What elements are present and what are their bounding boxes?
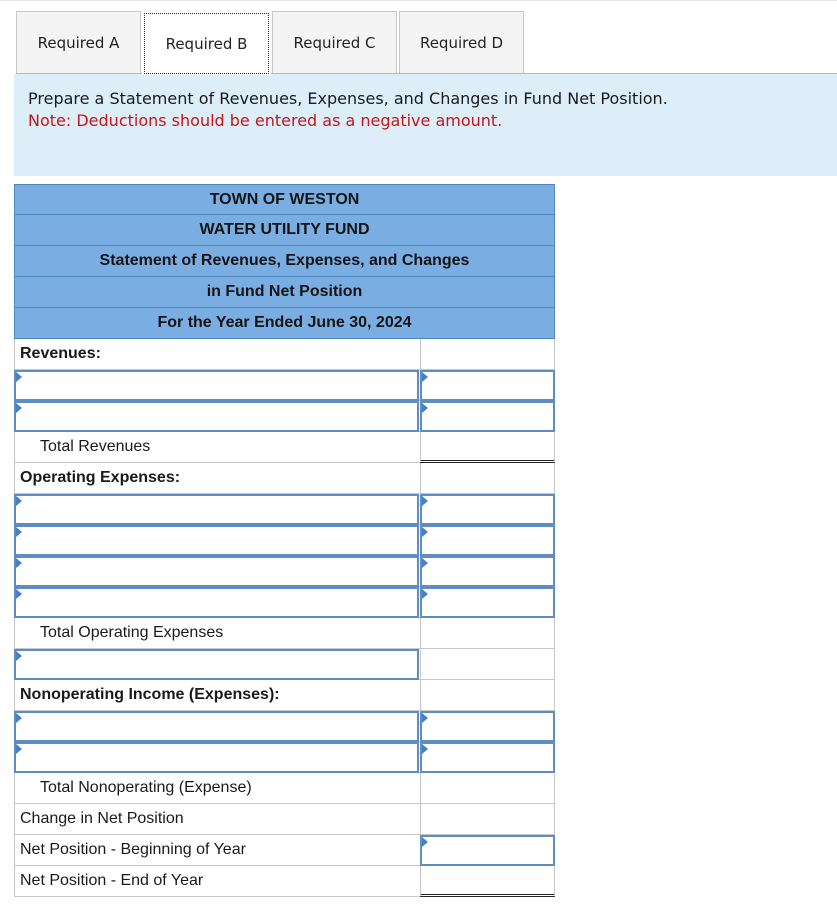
- table-row: [14, 773, 555, 804]
- instructions-panel: [14, 74, 837, 176]
- dropdown-marker-icon: [422, 589, 428, 599]
- revenue-item-2-amount[interactable]: [420, 401, 555, 432]
- operating-expense-2-amount[interactable]: [420, 525, 555, 556]
- net-position-beginning-amount[interactable]: [420, 835, 555, 866]
- operating-expense-4-dropdown[interactable]: [14, 587, 419, 618]
- table-row: [14, 649, 555, 680]
- dropdown-marker-icon: [16, 558, 22, 568]
- operating-income-amount: [420, 649, 555, 680]
- operating-expenses-label: Operating Expenses:: [14, 463, 419, 494]
- revenue-item-1-amount[interactable]: [420, 370, 555, 401]
- header-town: TOWN OF WESTON: [14, 184, 555, 215]
- tab-label: Required A: [37, 34, 120, 52]
- dropdown-marker-icon: [422, 403, 428, 413]
- table-row: [14, 866, 555, 897]
- nonoperating-label: Nonoperating Income (Expenses):: [14, 680, 419, 711]
- dropdown-marker-icon: [16, 496, 22, 506]
- table-row: [14, 742, 555, 773]
- table-row: [14, 680, 555, 711]
- net-position-end-amount: [420, 866, 555, 897]
- tab-required-d[interactable]: [399, 11, 524, 74]
- table-row: [14, 370, 555, 401]
- nonoperating-item-2-dropdown[interactable]: [14, 742, 419, 773]
- tab-label: Required C: [293, 34, 376, 52]
- dropdown-marker-icon: [16, 372, 22, 382]
- header-statement-title-1: Statement of Revenues, Expenses, and Changes: [14, 246, 555, 277]
- table-row: [14, 494, 555, 525]
- operating-expense-3-dropdown[interactable]: [14, 556, 419, 587]
- dropdown-marker-icon: [16, 403, 22, 413]
- dropdown-marker-icon: [422, 558, 428, 568]
- table-row: [14, 525, 555, 556]
- table-row: [14, 432, 555, 463]
- operating-expense-4-amount[interactable]: [420, 587, 555, 618]
- dropdown-marker-icon: [16, 589, 22, 599]
- nonoperating-item-1-dropdown[interactable]: [14, 711, 419, 742]
- dropdown-marker-icon: [422, 744, 428, 754]
- dropdown-marker-icon: [422, 837, 428, 847]
- instruction-note: Note: Deductions should be entered as a negative amount.: [28, 111, 503, 130]
- operating-expense-2-dropdown[interactable]: [14, 525, 419, 556]
- operating-expense-1-amount[interactable]: [420, 494, 555, 525]
- table-row: [14, 401, 555, 432]
- nonoperating-item-1-amount[interactable]: [420, 711, 555, 742]
- header-period: For the Year Ended June 30, 2024: [14, 308, 555, 339]
- total-revenues-label: Total Revenues: [14, 432, 419, 463]
- operating-expense-1-dropdown[interactable]: [14, 494, 419, 525]
- dropdown-marker-icon: [16, 651, 22, 661]
- revenue-item-2-dropdown[interactable]: [14, 401, 419, 432]
- table-row: [14, 618, 555, 649]
- total-nonoperating-label: Total Nonoperating (Expense): [14, 773, 419, 804]
- table-row: [14, 835, 555, 866]
- change-in-net-position-label: Change in Net Position: [14, 804, 419, 835]
- dropdown-marker-icon: [16, 527, 22, 537]
- table-row: [14, 463, 555, 494]
- revenues-label: Revenues:: [14, 339, 419, 370]
- change-in-net-position-amount: [420, 804, 555, 835]
- amount-cell: [420, 680, 555, 711]
- header-fund: WATER UTILITY FUND: [14, 215, 555, 246]
- table-row: [14, 556, 555, 587]
- nonoperating-item-2-amount[interactable]: [420, 742, 555, 773]
- statement-table: [14, 184, 555, 897]
- dropdown-marker-icon: [16, 744, 22, 754]
- dropdown-marker-icon: [422, 713, 428, 723]
- revenue-item-1-dropdown[interactable]: [14, 370, 419, 401]
- table-row: [14, 587, 555, 618]
- total-nonoperating-amount: [420, 773, 555, 804]
- net-position-beginning-label: Net Position - Beginning of Year: [14, 835, 419, 866]
- operating-income-dropdown[interactable]: [14, 649, 419, 680]
- table-row: [14, 339, 555, 370]
- header-statement-title-2: in Fund Net Position: [14, 277, 555, 308]
- tab-label: Required D: [419, 34, 504, 52]
- dropdown-marker-icon: [422, 496, 428, 506]
- table-row: [14, 711, 555, 742]
- total-operating-expenses-label: Total Operating Expenses: [14, 618, 419, 649]
- operating-expense-3-amount[interactable]: [420, 556, 555, 587]
- tab-bar: [0, 0, 837, 74]
- total-revenues-amount: [420, 432, 555, 463]
- tab-required-b[interactable]: [142, 11, 271, 75]
- table-row: [14, 804, 555, 835]
- dropdown-marker-icon: [16, 713, 22, 723]
- instruction-text: Prepare a Statement of Revenues, Expenses, and Changes in Fund Net Position.: [28, 89, 668, 108]
- dropdown-marker-icon: [422, 527, 428, 537]
- dropdown-marker-icon: [422, 372, 428, 382]
- total-operating-expenses-amount: [420, 618, 555, 649]
- tab-required-a[interactable]: [16, 11, 141, 74]
- amount-cell: [420, 339, 555, 370]
- amount-cell: [420, 463, 555, 494]
- tab-label: Required B: [165, 34, 248, 53]
- tab-required-c[interactable]: [272, 11, 397, 74]
- net-position-end-label: Net Position - End of Year: [14, 866, 419, 897]
